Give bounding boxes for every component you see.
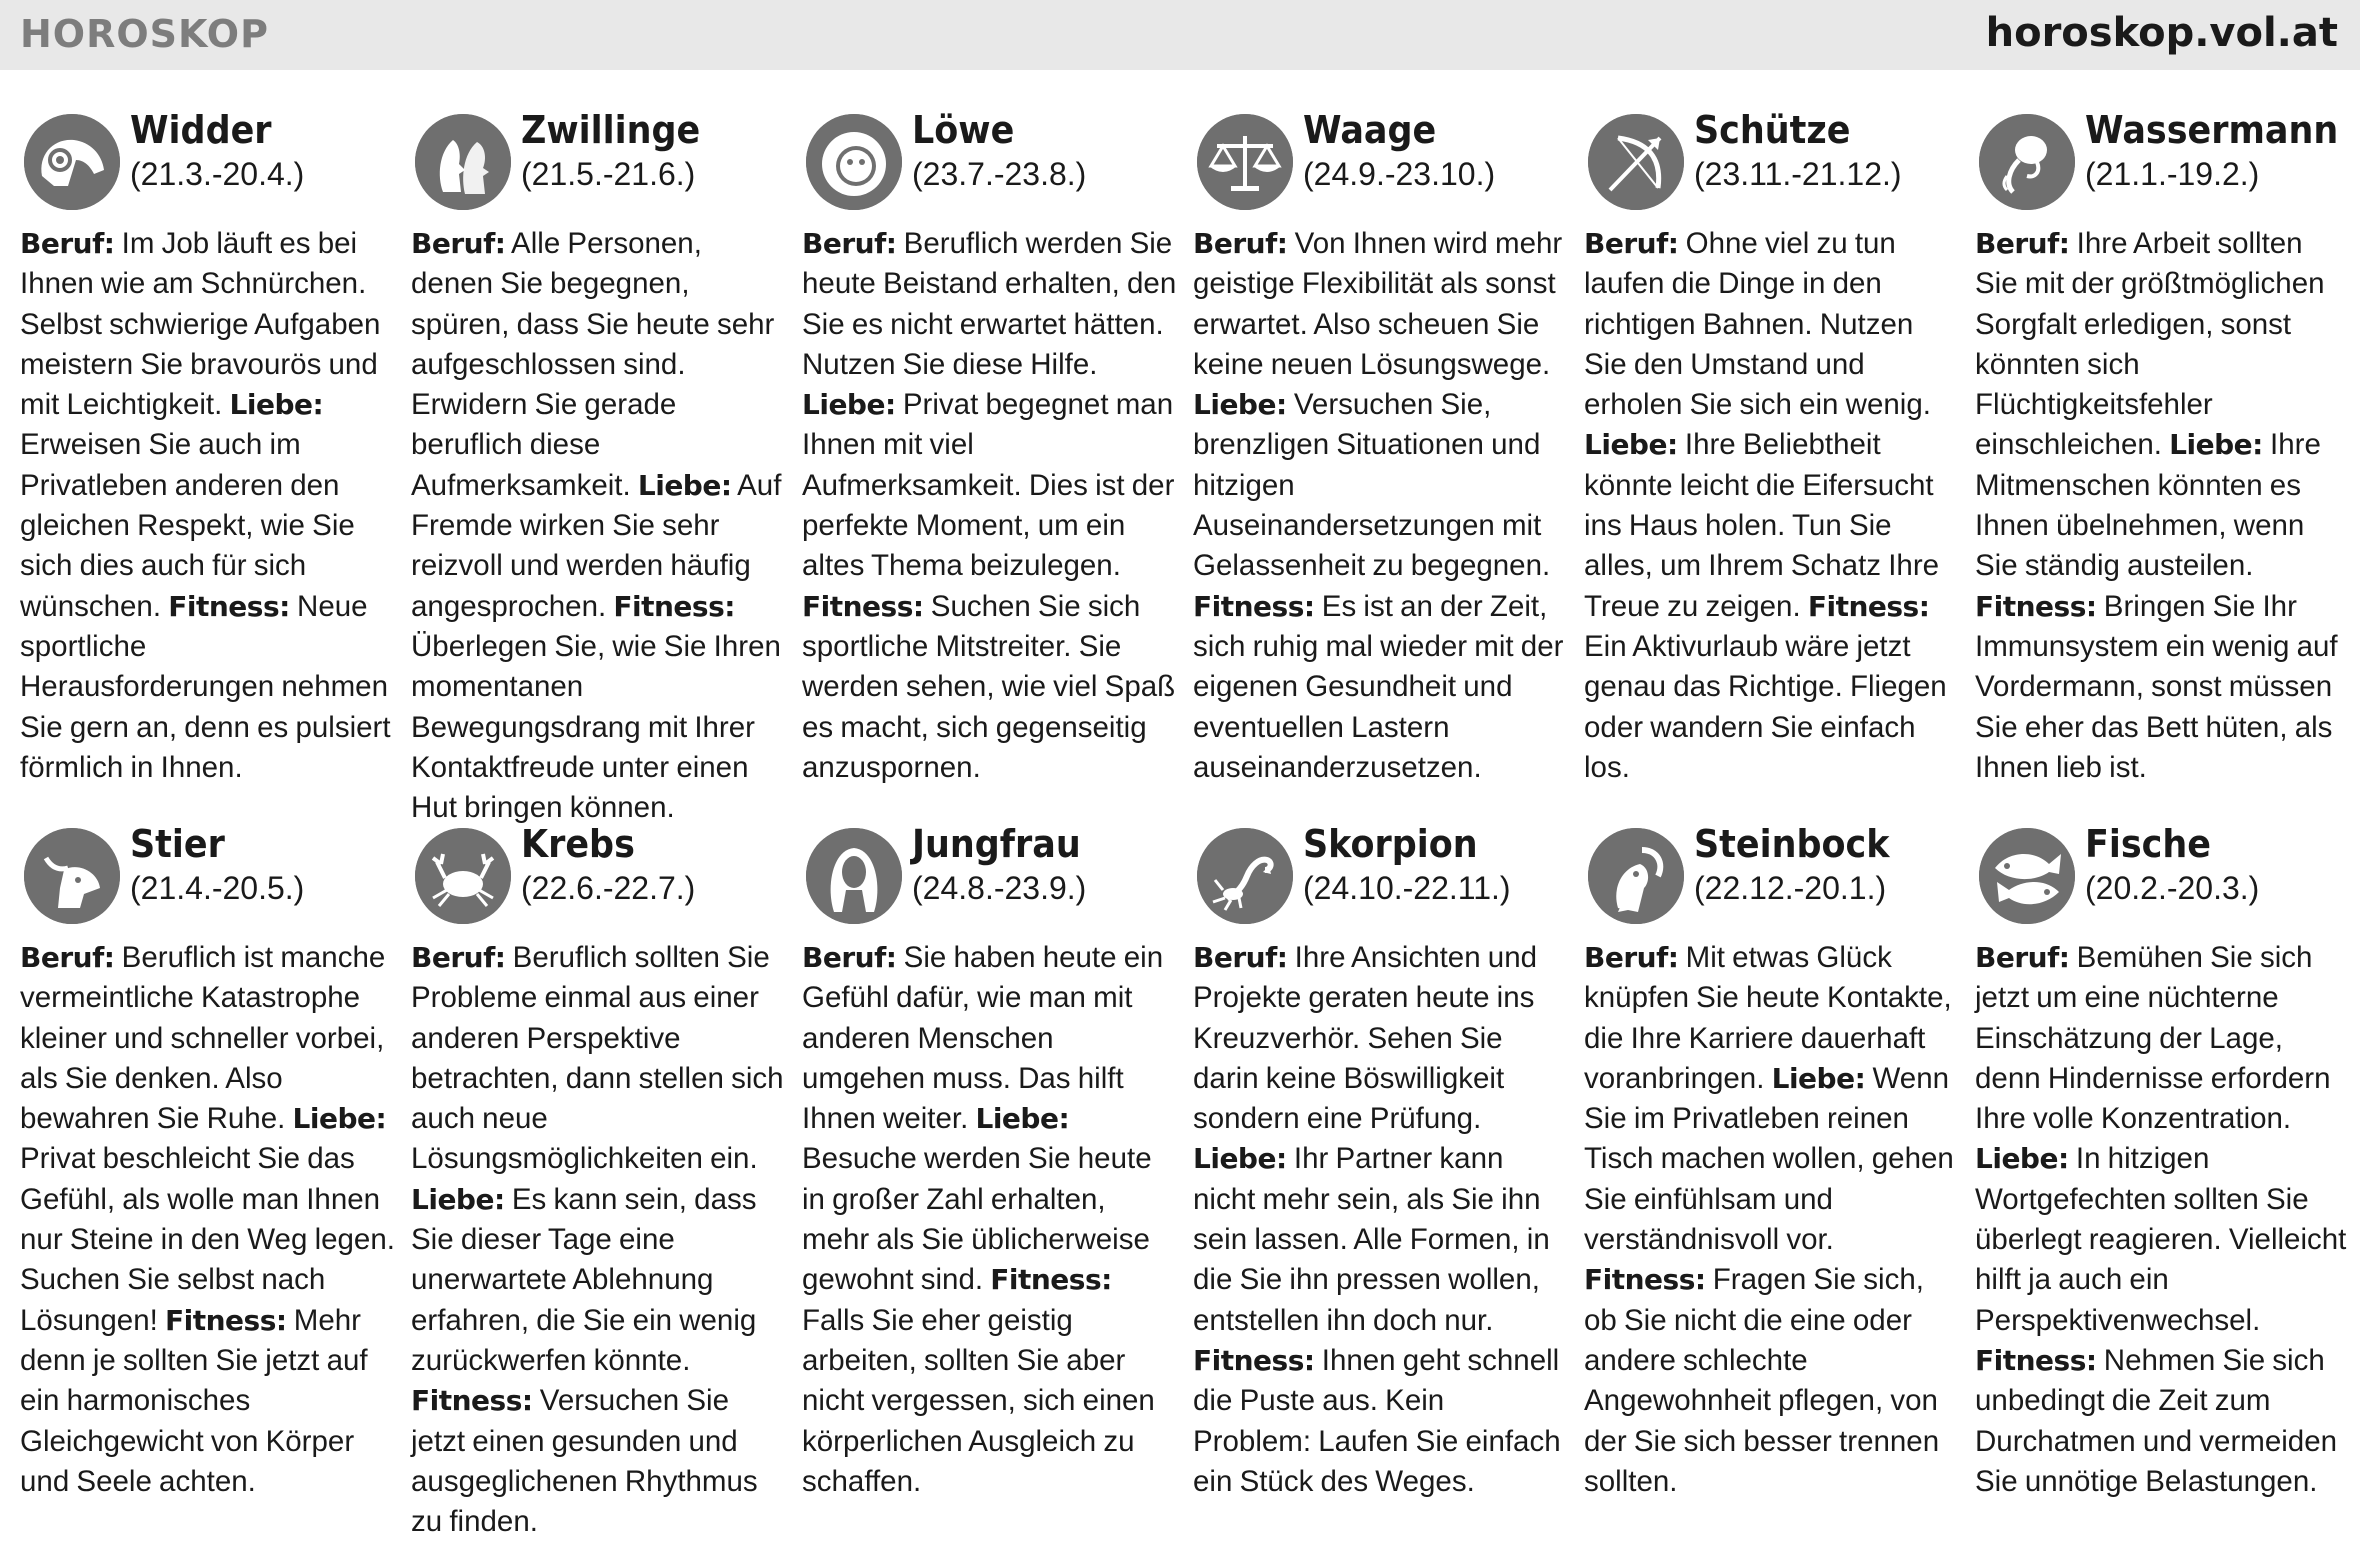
- liebe-text: Besuche werden Sie heute in großer Zahl erhalten, mehr als Sie üblicherweise gewohnt sind.: [802, 1142, 1152, 1297]
- liebe-text: Ihre Beliebtheit könnte leicht die Eifersucht ins Haus holen. Tun Sie alles, um Ihrem Schatz Ihre Treue zu zeigen.: [1584, 428, 1940, 623]
- crab-icon: [415, 828, 511, 924]
- sign-name: Widder: [130, 108, 272, 152]
- beruf-text: Im Job läuft es bei Ihnen wie am Schnürchen. Selbst schwierige Aufgaben meistern Sie bravourös und mit Leichtigkeit.: [20, 227, 381, 422]
- beruf-text: Ihre Ansichten und Projekte geraten heute ins Kreuzverhör. Sehen Sie darin keine Böswilligkeit sondern eine Prüfung.: [1193, 941, 1538, 1136]
- liebe-text: Privat beschleicht Sie das Gefühl, als wolle man Ihnen nur Steine in den Weg legen. Suchen Sie selbst nach Lösungen!: [20, 1142, 395, 1337]
- fish-icon: [1979, 828, 2075, 924]
- label-fitness: Fitness:: [1975, 589, 2097, 623]
- sign-dates: (24.10.-22.11.): [1303, 870, 1511, 906]
- label-beruf: Beruf:: [1584, 227, 1679, 260]
- fitness-text: Bringen Sie Ihr Immunsystem ein wenig auf Vordermann, sonst müssen Sie eher das Bett hüten, als Ihnen lieb ist.: [1975, 589, 2338, 784]
- sign-dates: (21.1.-19.2.): [2085, 156, 2260, 192]
- sign-name: Löwe: [912, 108, 1015, 152]
- beruf-text: Beruflich ist manche vermeintliche Katastrophe kleiner und schneller vorbei, als Sie denken. Also bewahren Sie Ruhe.: [20, 941, 386, 1136]
- label-liebe: Liebe:: [1771, 1061, 1866, 1095]
- liebe-text: In hitzigen Wortgefechten sollten Sie überlegt reagieren. Vielleicht hilft ja auch ein Perspektivenwechsel.: [1975, 1142, 2347, 1337]
- fitness-text: Es ist an der Zeit, sich ruhig mal wieder mit der eigenen Gesundheit und eventuellen Lastern auseinanderzusetzen.: [1193, 589, 1564, 784]
- sign-dates: (20.2.-20.3.): [2085, 870, 2260, 906]
- label-fitness: Fitness:: [165, 1303, 287, 1337]
- sign-dates: (21.4.-20.5.): [130, 870, 305, 906]
- label-beruf: Beruf:: [20, 941, 115, 974]
- sign-dates: (22.12.-20.1.): [1694, 870, 1887, 906]
- liebe-text: Privat begegnet man Ihnen mit viel Aufmerksamkeit. Dies ist der perfekte Moment, um ein altes Thema beizulegen.: [802, 388, 1175, 583]
- sign-fische: [1975, 822, 2351, 1502]
- sign-waage: [1193, 108, 1569, 788]
- virgin-icon: [806, 828, 902, 924]
- label-liebe: Liebe:: [2169, 428, 2263, 462]
- label-liebe: Liebe:: [411, 1182, 505, 1216]
- liebe-text: Ihr Partner kann nicht mehr sein, als Sie ihn sein lassen. Alle Formen, in die Sie ihn pressen wollen, entstellen ihn doch nur.: [1193, 1142, 1550, 1337]
- site-url[interactable]: horoskop.vol.at: [1985, 10, 2338, 56]
- sign-text: [1584, 938, 1960, 1502]
- fitness-text: Überlegen Sie, wie Sie Ihren momentanen Bewegungsdrang mit Ihrer Kontaktfreude unter einen Hut bringen können.: [411, 629, 781, 825]
- label-beruf: Beruf:: [1584, 941, 1679, 974]
- archer-icon: [1588, 114, 1684, 210]
- fitness-text: Neue sportliche Herausforderungen nehmen Sie gern an, denn es pulsiert förmlich in Ihnen.: [20, 589, 391, 784]
- sign-skorpion: [1193, 822, 1569, 1502]
- sign-text: [802, 224, 1178, 788]
- fitness-text: Versuchen Sie jetzt einen gesunden und ausgeglichenen Rhythmus zu finden.: [411, 1384, 758, 1539]
- label-fitness: Fitness:: [168, 589, 290, 623]
- beruf-text: Von Ihnen wird mehr geistige Flexibilität als sonst erwartet. Also scheuen Sie keine neuen Lösungswege.: [1193, 227, 1563, 381]
- label-liebe: Liebe:: [229, 388, 324, 422]
- fitness-text: Falls Sie eher geistig arbeiten, sollten Sie aber nicht vergessen, sich einen körperlichen Ausgleich zu schaffen.: [802, 1303, 1155, 1498]
- sign-text: [1975, 938, 2351, 1502]
- sign-zwillinge: [411, 108, 787, 828]
- label-fitness: Fitness:: [802, 589, 924, 623]
- lion-icon: [806, 114, 902, 210]
- liebe-text: Erweisen Sie auch im Privatleben anderen den gleichen Respekt, wie Sie sich dies auch für sich wünschen.: [20, 428, 355, 623]
- sign-stier: [20, 822, 396, 1502]
- label-fitness: Fitness:: [1807, 589, 1930, 623]
- scorpion-icon: [1197, 828, 1293, 924]
- beruf-text: Mit etwas Glück knüpfen Sie heute Kontakte, die Ihre Karriere dauerhaft voranbringen.: [1584, 941, 1952, 1095]
- label-beruf: Beruf:: [802, 227, 897, 260]
- sign-name: Fische: [2085, 822, 2211, 866]
- beruf-text: Beruflich sollten Sie Probleme einmal aus einer anderen Perspektive betrachten, dann stellen sich auch neue Lösungsmöglichkeiten ein.: [411, 941, 784, 1176]
- fitness-text: Nehmen Sie sich unbedingt die Zeit zum Durchatmen und vermeiden Sie unnötige Belastungen.: [1975, 1343, 2338, 1498]
- label-liebe: Liebe:: [975, 1102, 1070, 1136]
- goat-icon: [1588, 828, 1684, 924]
- sign-name: Schütze: [1694, 108, 1851, 152]
- sign-jungfrau: [802, 822, 1178, 1502]
- liebe-text: Es kann sein, dass Sie dieser Tage eine unerwartete Ablehnung erfahren, die Sie ein wenig zurückwerfen könnte.: [411, 1182, 757, 1377]
- sign-dates: (24.8.-23.9.): [912, 870, 1087, 906]
- sign-name: Steinbock: [1694, 822, 1890, 866]
- sign-dates: (23.7.-23.8.): [912, 156, 1087, 192]
- sign-text: [20, 938, 396, 1502]
- label-beruf: Beruf:: [1193, 941, 1288, 974]
- sign-schuetze: [1584, 108, 1960, 788]
- fitness-text: Suchen Sie sich sportliche Mitstreiter. Sie werden sehen, wie viel Spaß es macht, sich gegenseitig anzuspornen.: [802, 589, 1176, 784]
- label-beruf: Beruf:: [802, 941, 897, 974]
- sign-text: [1193, 938, 1569, 1502]
- sign-steinbock: [1584, 822, 1960, 1502]
- sign-widder: [20, 108, 396, 788]
- sign-dates: (24.9.-23.10.): [1303, 156, 1496, 192]
- fitness-text: Mehr denn je sollten Sie jetzt auf ein harmonisches Gleichgewicht von Körper und Seele achten.: [20, 1303, 368, 1498]
- fitness-text: Fragen Sie sich, ob Sie nicht die eine oder andere schlechte Angewohnheit pflegen, von der Sie sich besser trennen sollten.: [1584, 1263, 1940, 1498]
- liebe-text: Wenn Sie im Privatleben reinen Tisch machen wollen, gehen Sie einfühlsam und verständnisvoll vor.: [1584, 1061, 1954, 1257]
- sign-name: Zwillinge: [521, 108, 701, 152]
- liebe-text: Ihre Mitmenschen könnten es Ihnen übelnehmen, wenn Sie ständig austeilen.: [1975, 428, 2321, 583]
- twins-icon: [415, 114, 511, 210]
- sign-dates: (21.3.-20.4.): [130, 156, 305, 192]
- sign-name: Jungfrau: [912, 822, 1081, 866]
- label-beruf: Beruf:: [1975, 941, 2070, 974]
- label-liebe: Liebe:: [1975, 1142, 2069, 1176]
- label-fitness: Fitness:: [1584, 1263, 1706, 1297]
- label-fitness: Fitness:: [613, 589, 735, 623]
- label-liebe: Liebe:: [1193, 1142, 1287, 1176]
- label-fitness: Fitness:: [1193, 1343, 1315, 1377]
- sign-name: Skorpion: [1303, 822, 1478, 866]
- water-bearer-icon: [1979, 114, 2075, 210]
- sign-text: [1193, 224, 1569, 788]
- label-fitness: Fitness:: [990, 1263, 1112, 1297]
- sign-text: [20, 224, 396, 788]
- sign-dates: (22.6.-22.7.): [521, 870, 696, 906]
- liebe-text: Versuchen Sie, brenzligen Situationen und hitzigen Auseinandersetzungen mit Gelassenheit zu begegnen.: [1193, 388, 1551, 583]
- label-liebe: Liebe:: [292, 1102, 387, 1136]
- label-beruf: Beruf:: [1975, 227, 2070, 260]
- section-title: HOROSKOP: [20, 12, 269, 56]
- scales-icon: [1197, 114, 1293, 210]
- sign-text: [1584, 224, 1960, 788]
- sign-dates: (21.5.-21.6.): [521, 156, 696, 192]
- sign-text: [411, 224, 787, 828]
- beruf-text: Ohne viel zu tun laufen die Dinge in den richtigen Bahnen. Nutzen Sie den Umstand und erholen Sie sich ein wenig.: [1584, 227, 1931, 422]
- header-bar: [0, 0, 2360, 70]
- fitness-text: Ihnen geht schnell die Puste aus. Kein Problem: Laufen Sie einfach ein Stück des Weges.: [1193, 1343, 1561, 1498]
- label-liebe: Liebe:: [802, 388, 896, 422]
- beruf-text: Ihre Arbeit sollten Sie mit der größtmöglichen Sorgfalt erledigen, sonst könnten sich Flüchtigkeitsfehler einschleichen.: [1975, 227, 2325, 462]
- sign-wassermann: [1975, 108, 2351, 788]
- fitness-text: Ein Aktivurlaub wäre jetzt genau das Richtige. Fliegen oder wandern Sie einfach los.: [1584, 629, 1947, 784]
- label-fitness: Fitness:: [1193, 589, 1315, 623]
- label-fitness: Fitness:: [1975, 1343, 2097, 1377]
- label-liebe: Liebe:: [637, 468, 732, 502]
- sign-text: [1975, 224, 2351, 788]
- beruf-text: Bemühen Sie sich jetzt um eine nüchterne Einschätzung der Lage, denn Hindernisse erfordern Ihre volle Konzentration.: [1975, 941, 2331, 1136]
- label-fitness: Fitness:: [411, 1384, 533, 1418]
- sign-loewe: [802, 108, 1178, 788]
- label-liebe: Liebe:: [1193, 388, 1287, 422]
- sign-name: Wassermann: [2085, 108, 2339, 152]
- label-beruf: Beruf:: [1193, 227, 1288, 260]
- label-liebe: Liebe:: [1584, 428, 1678, 462]
- beruf-text: Sie haben heute ein Gefühl dafür, wie man mit anderen Menschen umgehen muss. Das hilft Ihnen weiter.: [802, 941, 1164, 1136]
- label-beruf: Beruf:: [411, 941, 506, 974]
- sign-name: Krebs: [521, 822, 635, 866]
- liebe-text: Auf Fremde wirken Sie sehr reizvoll und werden häufig angesprochen.: [411, 468, 782, 623]
- sign-name: Waage: [1303, 108, 1437, 152]
- bull-icon: [24, 828, 120, 924]
- beruf-text: Alle Personen, denen Sie begegnen, spüren, dass Sie heute sehr aufgeschlossen sind. Erwidern Sie gerade beruflich diese Aufmerksamkeit.: [411, 227, 775, 502]
- sign-dates: (23.11.-21.12.): [1694, 156, 1902, 192]
- sign-name: Stier: [130, 822, 225, 866]
- label-beruf: Beruf:: [20, 227, 115, 260]
- label-beruf: Beruf:: [411, 227, 506, 260]
- sign-text: [411, 938, 787, 1542]
- sign-text: [802, 938, 1178, 1502]
- beruf-text: Beruflich werden Sie heute Beistand erhalten, den Sie es nicht erwartet hätten. Nutzen Sie diese Hilfe.: [802, 227, 1177, 381]
- sign-krebs: [411, 822, 787, 1542]
- ram-icon: [24, 114, 120, 210]
